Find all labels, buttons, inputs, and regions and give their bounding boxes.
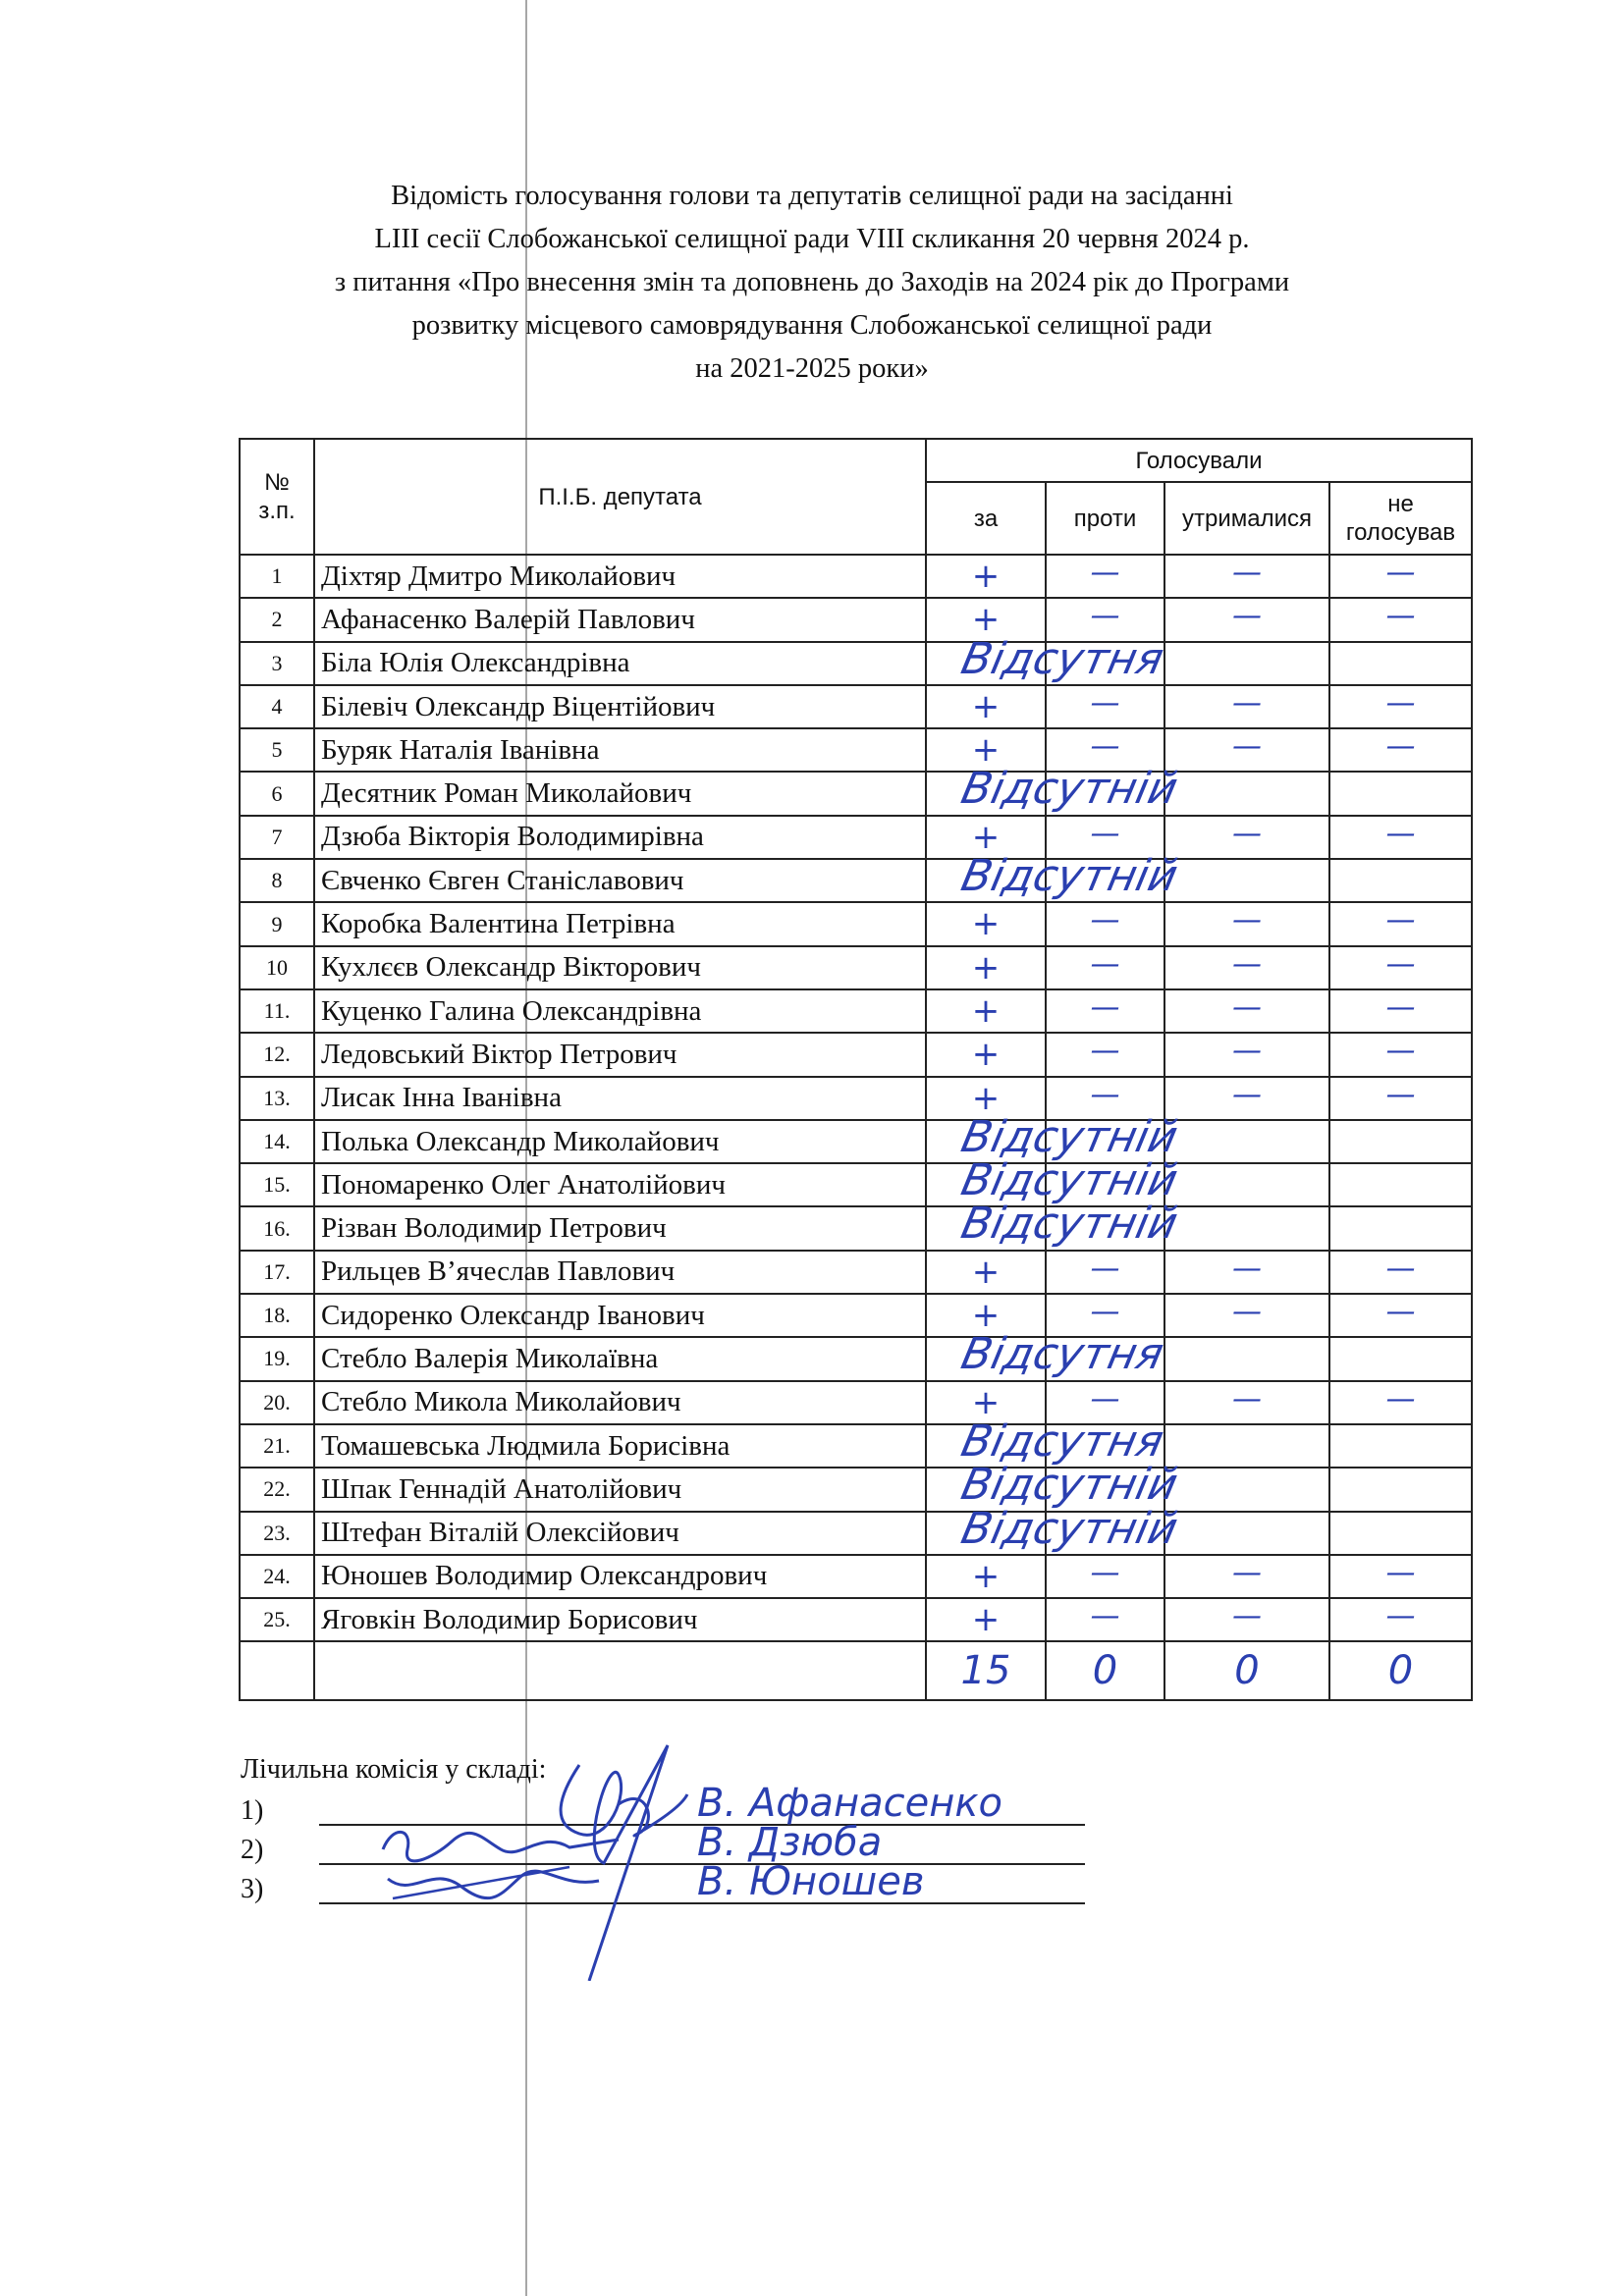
table-row: [240, 772, 1472, 815]
absent-note: Відсутня: [956, 633, 1168, 684]
total-for: 15: [960, 1648, 1011, 1694]
signature-icon: [511, 1735, 736, 1981]
row-number: 3: [240, 642, 314, 685]
deputy-name: Куценко Галина Олександрівна: [314, 989, 926, 1033]
vote-cell-against: [1046, 946, 1164, 989]
vote-cell-not-voted: [1329, 772, 1472, 815]
table-row: [240, 816, 1472, 859]
vote-cell-for: [926, 946, 1046, 989]
totals-name-cell: [314, 1641, 926, 1700]
vote-cell-not-voted: [1329, 1512, 1472, 1555]
vote-cell-not-voted: [1329, 1294, 1472, 1337]
vote-dash: —: [1385, 1251, 1416, 1286]
vote-mark: +: [971, 730, 1001, 771]
deputy-name: Сидоренко Олександр Іванович: [314, 1294, 926, 1337]
row-number: 6: [240, 772, 314, 815]
header-voted-group: Голосували: [926, 439, 1472, 482]
row-number: 24.: [240, 1555, 314, 1598]
vote-mark: +: [971, 1296, 1001, 1336]
row-number: 8: [240, 859, 314, 902]
total-against: 0: [1092, 1648, 1118, 1694]
vote-cell-against: [1046, 989, 1164, 1033]
vote-dash: —: [1385, 1381, 1416, 1416]
vote-cell-not-voted: [1329, 1077, 1472, 1120]
vote-dash: —: [1232, 1251, 1262, 1286]
row-number: 16.: [240, 1206, 314, 1250]
row-number: 5: [240, 728, 314, 772]
title-line-5: на 2021-2025 роки»: [695, 353, 929, 384]
deputy-name: Лисак Інна Іванівна: [314, 1077, 926, 1120]
deputy-name: Біла Юлія Олександрівна: [314, 642, 926, 685]
table-row: [240, 1424, 1472, 1468]
vote-cell-abstained: [1164, 1381, 1329, 1424]
vote-cell-not-voted: [1329, 1381, 1472, 1424]
row-number: 17.: [240, 1251, 314, 1294]
total-against-cell: [1046, 1641, 1164, 1700]
vote-mark: +: [971, 990, 1001, 1031]
table-row: [240, 1381, 1472, 1424]
deputy-name: Ледовський Віктор Петрович: [314, 1033, 926, 1076]
table-row: [240, 1512, 1472, 1555]
vote-cell-not-voted: [1329, 1424, 1472, 1468]
vote-cell-against: [1046, 1251, 1164, 1294]
row-number: 19.: [240, 1337, 314, 1380]
absent-note: Відсутній: [956, 1460, 1182, 1511]
vote-dash: —: [1090, 1295, 1120, 1330]
table-row: [240, 728, 1472, 772]
vote-dash: —: [1232, 989, 1262, 1025]
row-number: 7: [240, 816, 314, 859]
vote-cell-abstained: [1164, 1512, 1329, 1555]
deputy-name: Юношев Володимир Олександрович: [314, 1555, 926, 1598]
document-title: [0, 175, 1624, 391]
vote-dash: —: [1385, 946, 1416, 982]
vote-dash: —: [1232, 903, 1262, 938]
vote-dash: —: [1090, 1251, 1120, 1286]
vote-mark: +: [971, 1078, 1001, 1118]
vote-cell-abstained: [1164, 946, 1329, 989]
vote-mark: +: [971, 557, 1001, 596]
vote-cell-abstained: [1164, 816, 1329, 859]
row-number: 9: [240, 902, 314, 945]
vote-cell-abstained: [1164, 1206, 1329, 1250]
title-line-4: розвитку місцевого самоврядування Слобожанської селищної ради: [411, 310, 1213, 341]
vote-cell-not-voted: [1329, 816, 1472, 859]
row-number: 23.: [240, 1512, 314, 1555]
vote-mark: +: [971, 600, 1001, 640]
deputy-name: Пономаренко Олег Анатолійович: [314, 1163, 926, 1206]
total-abstained: 0: [1234, 1648, 1260, 1694]
vote-cell-not-voted: [1329, 1468, 1472, 1511]
absent-note: Відсутній: [956, 1199, 1182, 1250]
vote-cell-not-voted: [1329, 1555, 1472, 1598]
deputy-name: Афанасенко Валерій Павлович: [314, 598, 926, 641]
row-number: 14.: [240, 1120, 314, 1163]
vote-dash: —: [1385, 1034, 1416, 1069]
vote-dash: —: [1090, 903, 1120, 938]
vote-dash: —: [1385, 1295, 1416, 1330]
vote-dash: —: [1232, 816, 1262, 851]
vote-cell-for: [926, 764, 1182, 815]
vote-cell-against: [1046, 1033, 1164, 1076]
vote-cell-for: [926, 902, 1046, 945]
deputy-name: Кухлєєв Олександр Вікторович: [314, 946, 926, 989]
vote-mark: +: [971, 1556, 1001, 1596]
table-row: [240, 555, 1472, 598]
vote-dash: —: [1232, 729, 1262, 765]
vote-dash: —: [1090, 1381, 1120, 1416]
vote-cell-not-voted: [1329, 598, 1472, 641]
vote-mark: +: [971, 1382, 1001, 1422]
row-number: 20.: [240, 1381, 314, 1424]
table-row: [240, 989, 1472, 1033]
vote-dash: —: [1232, 1077, 1262, 1112]
vote-cell-abstained: [1164, 1033, 1329, 1076]
member-name: В. Юношев: [697, 1859, 925, 1904]
vote-cell-against: [1046, 555, 1164, 598]
table-row: [240, 1120, 1472, 1163]
deputy-name: Білевіч Олександр Віцентійович: [314, 685, 926, 728]
header-for: за: [926, 482, 1046, 555]
row-number: 15.: [240, 1163, 314, 1206]
vote-cell-abstained: [1164, 1251, 1329, 1294]
vote-cell-against: [1046, 1598, 1164, 1641]
member-number: 2): [241, 1835, 264, 1865]
vote-mark: +: [971, 1252, 1001, 1292]
member-name: В. Дзюба: [697, 1820, 883, 1865]
vote-cell-not-voted: [1329, 1251, 1472, 1294]
vote-dash: —: [1090, 599, 1120, 634]
vote-dash: —: [1232, 599, 1262, 634]
row-number: 4: [240, 685, 314, 728]
vote-dash: —: [1090, 989, 1120, 1025]
member-number: 1): [241, 1795, 264, 1826]
vote-cell-not-voted: [1329, 1163, 1472, 1206]
vote-dash: —: [1232, 946, 1262, 982]
table-row: [240, 642, 1472, 685]
row-number: 12.: [240, 1033, 314, 1076]
vote-dash: —: [1385, 1555, 1416, 1590]
vote-dash: —: [1090, 946, 1120, 982]
vote-cell-abstained: [1164, 1337, 1329, 1380]
vote-cell-for: [926, 1503, 1182, 1555]
vote-cell-for: [926, 851, 1182, 902]
vote-cell-abstained: [1164, 1468, 1329, 1511]
vote-cell-abstained: [1164, 685, 1329, 728]
table-row: [240, 1251, 1472, 1294]
vote-cell-for: [926, 633, 1168, 685]
vote-cell-against: [1046, 1555, 1164, 1598]
deputy-name: Шпак Геннадій Анатолійович: [314, 1468, 926, 1511]
absent-note: Відсутня: [956, 1415, 1168, 1467]
vote-mark: +: [971, 1600, 1001, 1640]
vote-cell-abstained: [1164, 1598, 1329, 1641]
vote-cell-not-voted: [1329, 1598, 1472, 1641]
vote-dash: —: [1232, 685, 1262, 721]
vote-rows: [240, 555, 1472, 1641]
vote-cell-not-voted: [1329, 859, 1472, 902]
absent-note: Відсутній: [956, 1503, 1182, 1554]
table-row: [240, 1294, 1472, 1337]
vote-cell-against: [1046, 902, 1164, 945]
vote-cell-for: [926, 1329, 1168, 1380]
table-row: [240, 598, 1472, 641]
deputy-name: Дзюба Вікторія Володимирівна: [314, 816, 926, 859]
vote-cell-against: [1046, 685, 1164, 728]
vote-cell-abstained: [1164, 598, 1329, 641]
vote-cell-abstained: [1164, 1294, 1329, 1337]
deputy-name: Рильцев В’ячеслав Павлович: [314, 1251, 926, 1294]
vote-dash: —: [1232, 556, 1262, 590]
table-row: [240, 1468, 1472, 1511]
title-line-1: Відомість голосування голови та депутатів селищної ради на засіданні: [391, 181, 1233, 211]
vote-mark: +: [971, 817, 1001, 857]
table-row: [240, 1337, 1472, 1380]
absent-note: Відсутній: [956, 1111, 1182, 1162]
vote-cell-not-voted: [1329, 1033, 1472, 1076]
vote-dash: —: [1090, 1555, 1120, 1590]
vote-cell-for: [926, 1199, 1182, 1250]
vote-cell-abstained: [1164, 1555, 1329, 1598]
row-number: 13.: [240, 1077, 314, 1120]
deputy-name: Діхтяр Дмитро Миколайович: [314, 555, 926, 598]
table-row: [240, 685, 1472, 728]
vote-cell-abstained: [1164, 728, 1329, 772]
row-number: 11.: [240, 989, 314, 1033]
member-number: 3): [241, 1874, 264, 1904]
vote-cell-abstained: [1164, 1077, 1329, 1120]
deputy-name: Різван Володимир Петрович: [314, 1206, 926, 1250]
vote-dash: —: [1232, 1034, 1262, 1069]
header-abstained: утрималися: [1164, 482, 1329, 555]
total-not-voted-cell: [1329, 1641, 1472, 1700]
row-number: 10: [240, 946, 314, 989]
vote-cell-abstained: [1164, 772, 1329, 815]
vote-dash: —: [1385, 556, 1416, 590]
title-line-3: з питання «Про внесення змін та доповнень до Заходів на 2024 рік до Програми: [334, 267, 1290, 297]
voting-table: [239, 438, 1473, 1701]
total-not-voted: 0: [1387, 1648, 1414, 1694]
row-number: 22.: [240, 1468, 314, 1511]
vote-cell-abstained: [1164, 902, 1329, 945]
absent-note: Відсутній: [956, 1155, 1182, 1206]
vote-dash: —: [1385, 599, 1416, 634]
vote-dash: —: [1385, 903, 1416, 938]
vote-cell-for: [926, 1555, 1046, 1598]
deputy-name: Стебло Валерія Миколаївна: [314, 1337, 926, 1380]
vote-mark: +: [971, 686, 1001, 726]
vote-cell-abstained: [1164, 642, 1329, 685]
table-row: [240, 859, 1472, 902]
vote-dash: —: [1232, 1381, 1262, 1416]
vote-cell-for: [926, 989, 1046, 1033]
vote-cell-abstained: [1164, 555, 1329, 598]
vote-cell-abstained: [1164, 859, 1329, 902]
commission-label: Лічильна комісія у складі:: [241, 1754, 547, 1785]
vote-cell-abstained: [1164, 1163, 1329, 1206]
deputy-name: Штефан Віталій Олексійович: [314, 1512, 926, 1555]
deputy-name: Стебло Микола Миколайович: [314, 1381, 926, 1424]
vote-cell-not-voted: [1329, 728, 1472, 772]
vote-cell-for: [926, 1251, 1046, 1294]
vote-dash: —: [1385, 729, 1416, 765]
table-row: [240, 1163, 1472, 1206]
vote-cell-abstained: [1164, 1424, 1329, 1468]
vote-dash: —: [1385, 685, 1416, 721]
header-num: № з.п.: [240, 439, 314, 555]
vote-cell-for: [926, 1033, 1046, 1076]
vote-dash: —: [1385, 1599, 1416, 1634]
row-number: 21.: [240, 1424, 314, 1468]
vote-dash: —: [1090, 556, 1120, 590]
vote-cell-not-voted: [1329, 1120, 1472, 1163]
vote-cell-not-voted: [1329, 902, 1472, 945]
table-row: [240, 1555, 1472, 1598]
vote-dash: —: [1385, 816, 1416, 851]
row-number: 1: [240, 555, 314, 598]
vote-cell-abstained: [1164, 1120, 1329, 1163]
title-line-2: LIII сесії Слобожанської селищної ради VIII скликання 20 червня 2024 р.: [374, 224, 1250, 254]
vote-dash: —: [1090, 1077, 1120, 1112]
deputy-name: Буряк Наталія Іванівна: [314, 728, 926, 772]
table-row: [240, 946, 1472, 989]
vote-dash: —: [1385, 989, 1416, 1025]
vote-cell-not-voted: [1329, 555, 1472, 598]
table-row: [240, 902, 1472, 945]
totals-num-cell: [240, 1641, 314, 1700]
vote-cell-for: [926, 685, 1046, 728]
vote-dash: —: [1090, 816, 1120, 851]
header-name: П.І.Б. депутата: [314, 439, 926, 555]
table-row: [240, 1206, 1472, 1250]
deputy-name: Десятник Роман Миколайович: [314, 772, 926, 815]
member-name: В. Афанасенко: [697, 1781, 1002, 1826]
vote-dash: —: [1232, 1295, 1262, 1330]
vote-cell-not-voted: [1329, 1206, 1472, 1250]
vote-cell-abstained: [1164, 989, 1329, 1033]
deputy-name: Томашевська Людмила Борисівна: [314, 1424, 926, 1468]
vote-dash: —: [1090, 685, 1120, 721]
deputy-name: Полька Олександр Миколайович: [314, 1120, 926, 1163]
absent-note: Відсутній: [956, 851, 1182, 902]
vote-cell-for: [926, 555, 1046, 598]
table-row: [240, 1077, 1472, 1120]
vote-dash: —: [1232, 1555, 1262, 1590]
deputy-name: Коробка Валентина Петрівна: [314, 902, 926, 945]
vote-mark: +: [971, 1035, 1001, 1075]
vote-cell-not-voted: [1329, 946, 1472, 989]
vote-cell-not-voted: [1329, 685, 1472, 728]
vote-dash: —: [1090, 1034, 1120, 1069]
row-number: 25.: [240, 1598, 314, 1641]
vote-mark: +: [971, 947, 1001, 988]
absent-note: Відсутня: [956, 1329, 1168, 1380]
vote-dash: —: [1232, 1599, 1262, 1634]
vote-dash: —: [1385, 1077, 1416, 1112]
vote-mark: +: [971, 904, 1001, 944]
row-number: 2: [240, 598, 314, 641]
header-against: проти: [1046, 482, 1164, 555]
header-not-voted: не голосував: [1329, 482, 1472, 555]
totals-row: [240, 1641, 1472, 1700]
vote-cell-not-voted: [1329, 642, 1472, 685]
table-row: [240, 1033, 1472, 1076]
total-abstained-cell: [1164, 1641, 1329, 1700]
absent-note: Відсутній: [956, 764, 1182, 815]
row-number: 18.: [240, 1294, 314, 1337]
total-for-cell: [926, 1641, 1046, 1700]
vote-cell-not-voted: [1329, 989, 1472, 1033]
vote-cell-for: [926, 1598, 1046, 1641]
vote-cell-not-voted: [1329, 1337, 1472, 1380]
deputy-name: Євченко Євген Станіславович: [314, 859, 926, 902]
deputy-name: Яговкін Володимир Борисович: [314, 1598, 926, 1641]
table-row: [240, 1598, 1472, 1641]
vote-dash: —: [1090, 729, 1120, 765]
vote-dash: —: [1090, 1599, 1120, 1634]
